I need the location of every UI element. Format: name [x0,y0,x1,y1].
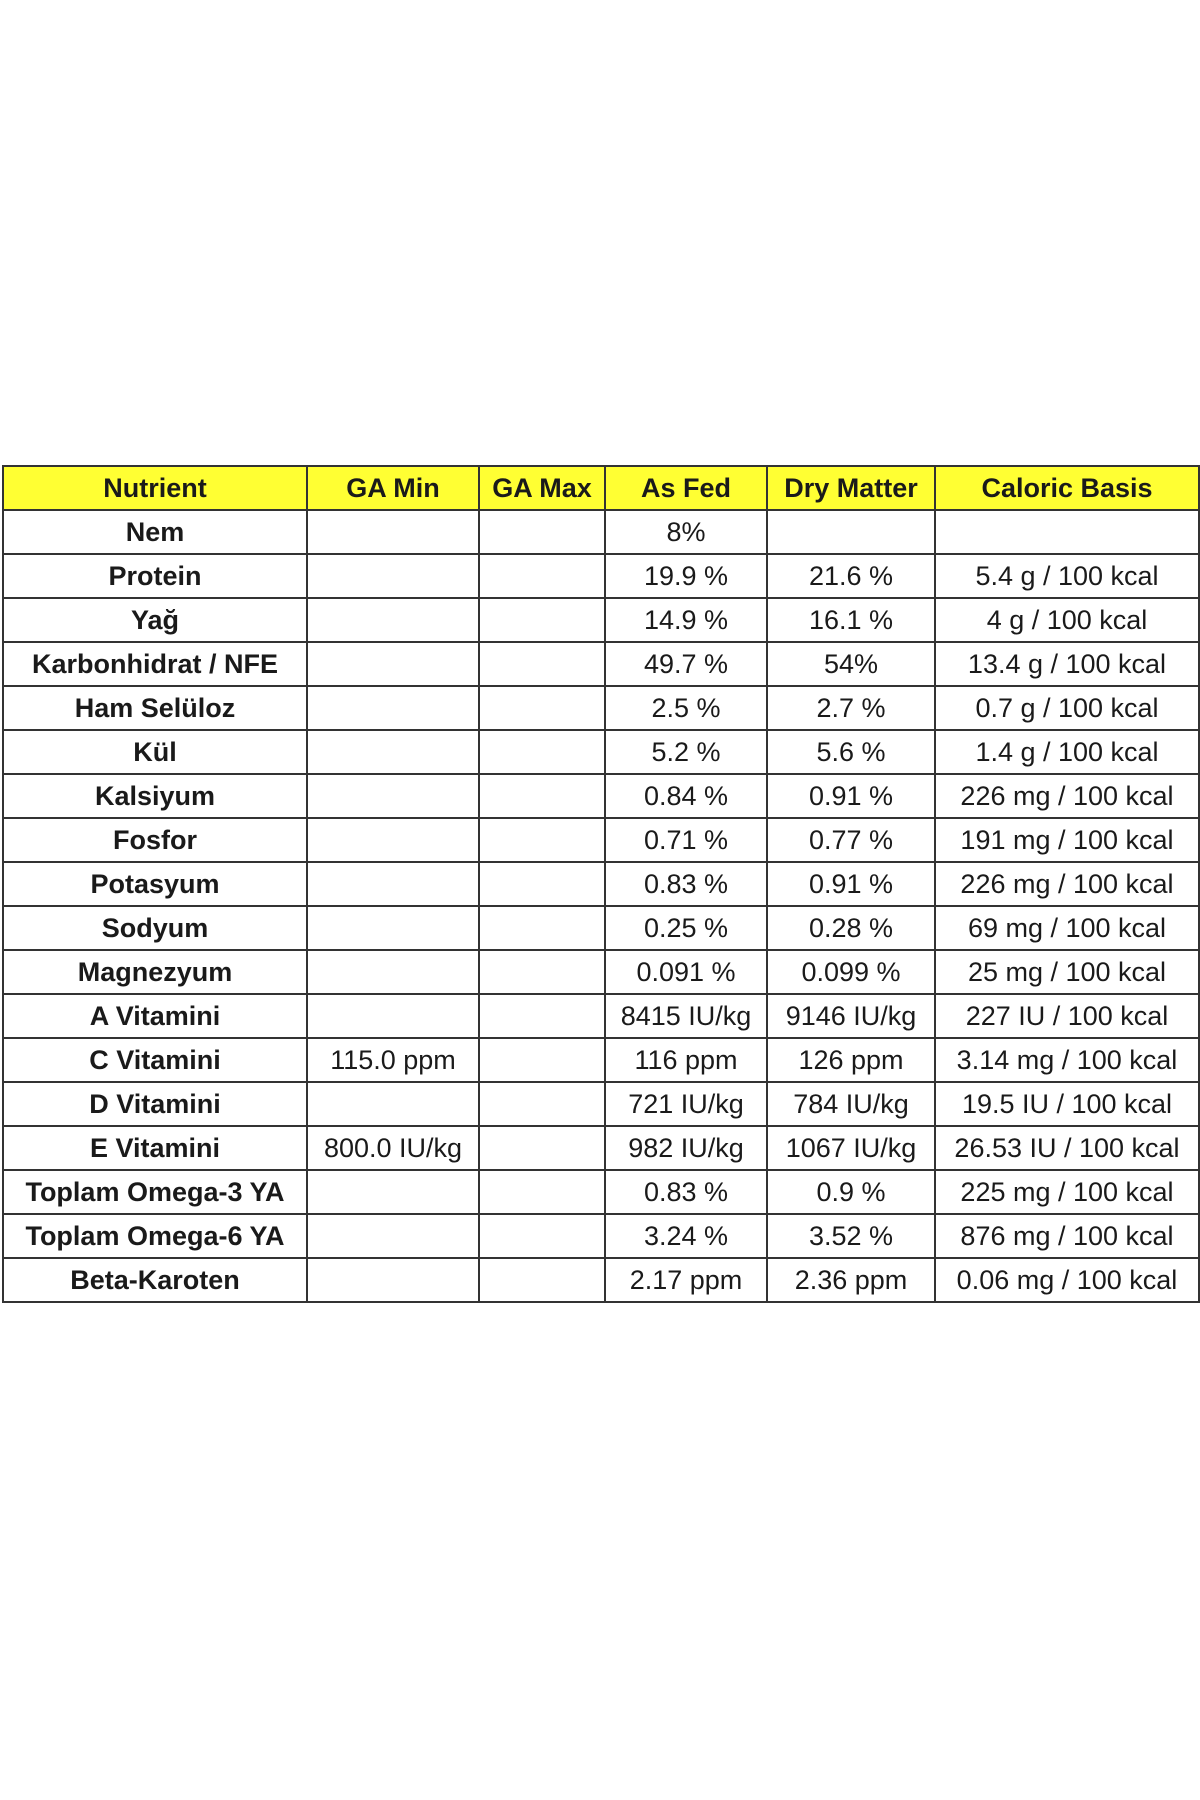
nutrient-cell: Ham Selüloz [3,686,307,730]
ga-max-cell [479,1170,605,1214]
table-row [3,642,1199,686]
ga-max-cell [479,1038,605,1082]
dry-matter-cell: 784 IU/kg [767,1082,935,1126]
ga-min-cell [307,1214,479,1258]
dry-matter-cell: 0.91 % [767,862,935,906]
nutrient-cell: Nem [3,510,307,554]
table-row [3,686,1199,730]
caloric-basis-cell [935,510,1199,554]
nutrient-cell: Kül [3,730,307,774]
ga-min-cell [307,510,479,554]
as-fed-cell: 0.71 % [605,818,767,862]
ga-min-cell [307,818,479,862]
ga-max-cell [479,510,605,554]
header-dry-matter: Dry Matter [767,466,935,510]
nutrient-table [2,465,1200,1303]
nutrient-cell: Sodyum [3,906,307,950]
ga-max-cell [479,642,605,686]
header-nutrient: Nutrient [3,466,307,510]
ga-min-cell [307,1258,479,1302]
nutrient-cell: C Vitamini [3,1038,307,1082]
table-row [3,598,1199,642]
dry-matter-cell: 5.6 % [767,730,935,774]
table-body [3,510,1199,1302]
ga-min-cell [307,774,479,818]
table-row [3,994,1199,1038]
dry-matter-cell: 0.28 % [767,906,935,950]
header-ga-min: GA Min [307,466,479,510]
as-fed-cell: 8% [605,510,767,554]
header-ga-max: GA Max [479,466,605,510]
table-row [3,1082,1199,1126]
nutrient-cell: Yağ [3,598,307,642]
dry-matter-cell: 2.36 ppm [767,1258,935,1302]
ga-max-cell [479,774,605,818]
as-fed-cell: 3.24 % [605,1214,767,1258]
as-fed-cell: 116 ppm [605,1038,767,1082]
table-header [3,466,1199,510]
nutrient-cell: Fosfor [3,818,307,862]
ga-max-cell [479,730,605,774]
dry-matter-cell: 2.7 % [767,686,935,730]
nutrient-cell: E Vitamini [3,1126,307,1170]
header-caloric-basis: Caloric Basis [935,466,1199,510]
as-fed-cell: 0.83 % [605,862,767,906]
ga-max-cell [479,554,605,598]
dry-matter-cell: 9146 IU/kg [767,994,935,1038]
nutrient-cell: Karbonhidrat / NFE [3,642,307,686]
ga-min-cell [307,642,479,686]
ga-min-cell [307,950,479,994]
ga-min-cell: 800.0 IU/kg [307,1126,479,1170]
ga-max-cell [479,1258,605,1302]
ga-max-cell [479,1214,605,1258]
as-fed-cell: 0.091 % [605,950,767,994]
caloric-basis-cell: 26.53 IU / 100 kcal [935,1126,1199,1170]
ga-min-cell [307,1082,479,1126]
table-row [3,906,1199,950]
dry-matter-cell: 54% [767,642,935,686]
table-row [3,862,1199,906]
nutrient-cell: Magnezyum [3,950,307,994]
nutrient-cell: Toplam Omega-3 YA [3,1170,307,1214]
as-fed-cell: 0.83 % [605,1170,767,1214]
table-row [3,950,1199,994]
nutrient-cell: Potasyum [3,862,307,906]
caloric-basis-cell: 25 mg / 100 kcal [935,950,1199,994]
dry-matter-cell: 0.91 % [767,774,935,818]
caloric-basis-cell: 1.4 g / 100 kcal [935,730,1199,774]
as-fed-cell: 721 IU/kg [605,1082,767,1126]
as-fed-cell: 19.9 % [605,554,767,598]
ga-min-cell [307,686,479,730]
dry-matter-cell: 0.77 % [767,818,935,862]
dry-matter-cell: 126 ppm [767,1038,935,1082]
as-fed-cell: 49.7 % [605,642,767,686]
as-fed-cell: 0.25 % [605,906,767,950]
nutrient-cell: A Vitamini [3,994,307,1038]
dry-matter-cell: 16.1 % [767,598,935,642]
table-row [3,1038,1199,1082]
table-row [3,1258,1199,1302]
table-row [3,774,1199,818]
table-row [3,1126,1199,1170]
ga-min-cell: 115.0 ppm [307,1038,479,1082]
ga-max-cell [479,906,605,950]
as-fed-cell: 5.2 % [605,730,767,774]
caloric-basis-cell: 4 g / 100 kcal [935,598,1199,642]
table-row [3,554,1199,598]
caloric-basis-cell: 191 mg / 100 kcal [935,818,1199,862]
nutrient-cell: D Vitamini [3,1082,307,1126]
header-as-fed: As Fed [605,466,767,510]
caloric-basis-cell: 225 mg / 100 kcal [935,1170,1199,1214]
caloric-basis-cell: 69 mg / 100 kcal [935,906,1199,950]
ga-max-cell [479,950,605,994]
ga-max-cell [479,1082,605,1126]
table-row [3,1214,1199,1258]
as-fed-cell: 14.9 % [605,598,767,642]
ga-max-cell [479,818,605,862]
table-row [3,510,1199,554]
dry-matter-cell: 0.9 % [767,1170,935,1214]
dry-matter-cell: 0.099 % [767,950,935,994]
ga-min-cell [307,1170,479,1214]
as-fed-cell: 8415 IU/kg [605,994,767,1038]
ga-min-cell [307,906,479,950]
dry-matter-cell: 1067 IU/kg [767,1126,935,1170]
caloric-basis-cell: 226 mg / 100 kcal [935,774,1199,818]
ga-max-cell [479,686,605,730]
table-row [3,1170,1199,1214]
nutrient-cell: Beta-Karoten [3,1258,307,1302]
caloric-basis-cell: 876 mg / 100 kcal [935,1214,1199,1258]
nutrient-cell: Kalsiyum [3,774,307,818]
dry-matter-cell: 21.6 % [767,554,935,598]
caloric-basis-cell: 5.4 g / 100 kcal [935,554,1199,598]
as-fed-cell: 982 IU/kg [605,1126,767,1170]
caloric-basis-cell: 3.14 mg / 100 kcal [935,1038,1199,1082]
table-row [3,818,1199,862]
caloric-basis-cell: 226 mg / 100 kcal [935,862,1199,906]
ga-max-cell [479,862,605,906]
ga-max-cell [479,994,605,1038]
caloric-basis-cell: 13.4 g / 100 kcal [935,642,1199,686]
header-row [3,466,1199,510]
caloric-basis-cell: 19.5 IU / 100 kcal [935,1082,1199,1126]
as-fed-cell: 2.5 % [605,686,767,730]
as-fed-cell: 0.84 % [605,774,767,818]
dry-matter-cell: 3.52 % [767,1214,935,1258]
caloric-basis-cell: 0.06 mg / 100 kcal [935,1258,1199,1302]
table-row [3,730,1199,774]
ga-max-cell [479,598,605,642]
dry-matter-cell [767,510,935,554]
caloric-basis-cell: 227 IU / 100 kcal [935,994,1199,1038]
nutrient-cell: Protein [3,554,307,598]
nutrient-cell: Toplam Omega-6 YA [3,1214,307,1258]
as-fed-cell: 2.17 ppm [605,1258,767,1302]
ga-min-cell [307,598,479,642]
ga-min-cell [307,730,479,774]
ga-min-cell [307,862,479,906]
ga-min-cell [307,554,479,598]
ga-min-cell [307,994,479,1038]
ga-max-cell [479,1126,605,1170]
caloric-basis-cell: 0.7 g / 100 kcal [935,686,1199,730]
